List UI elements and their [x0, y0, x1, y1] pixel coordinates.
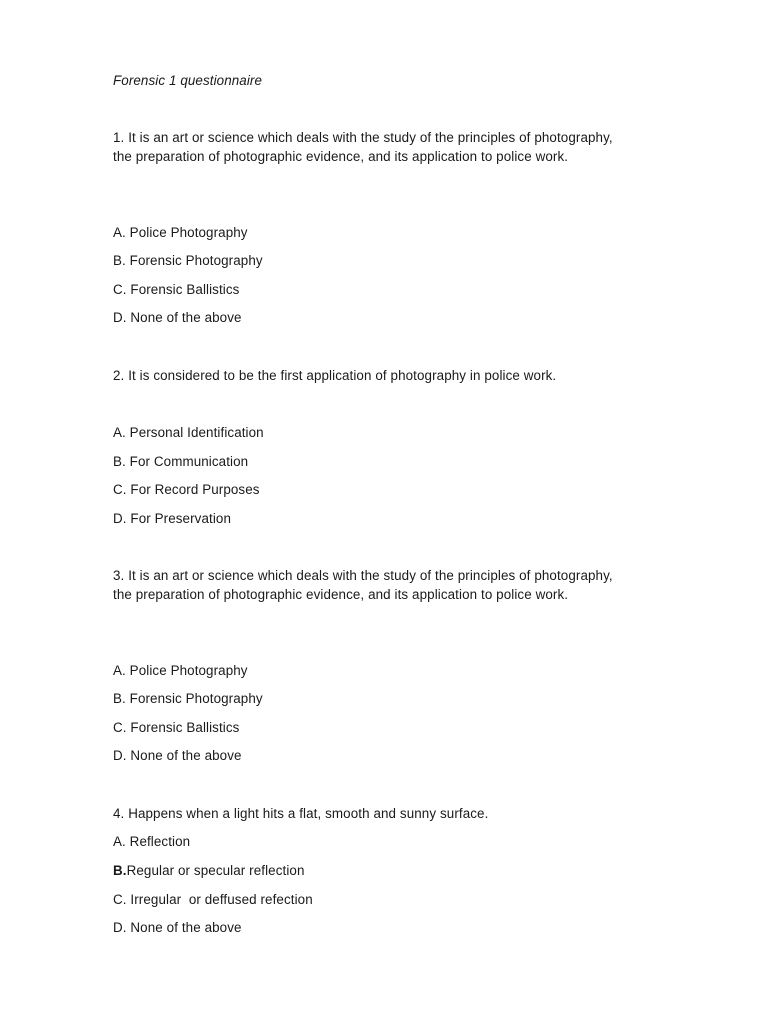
question-1-option-b: B. Forensic Photography	[113, 253, 263, 268]
question-4-option-d: D. None of the above	[113, 920, 242, 935]
question-2-text: 2. It is considered to be the first application of photography in police work.	[113, 368, 557, 383]
question-4-option-b-label: Regular or specular reflection	[126, 863, 305, 878]
question-4-option-a: A. Reflection	[113, 834, 191, 849]
question-3-option-a: A. Police Photography	[113, 663, 248, 678]
question-3-option-c: C. Forensic Ballistics	[113, 720, 240, 735]
question-3-option-d: D. None of the above	[113, 748, 242, 763]
question-3-option-b: B. Forensic Photography	[113, 691, 263, 706]
question-1-option-d: D. None of the above	[113, 310, 242, 325]
question-2-option-b: B. For Communication	[113, 454, 249, 469]
question-1-option-a: A. Police Photography	[113, 225, 248, 240]
question-4-text: 4. Happens when a light hits a flat, smooth and sunny surface.	[113, 806, 489, 821]
question-4-option-b-letter: B.	[113, 863, 127, 878]
question-1-option-c: C. Forensic Ballistics	[113, 282, 240, 297]
document-title: Forensic 1 questionnaire	[113, 73, 263, 88]
question-2-option-d: D. For Preservation	[113, 511, 231, 526]
question-3-text: 3. It is an art or science which deals with the study of the principles of photography, the preparation of photographic evidence, and its application to police work.	[113, 568, 613, 602]
question-4-option-c: C. Irregular or deffused refection	[113, 892, 313, 907]
question-4-option-b	[113, 862, 643, 881]
question-2-option-a: A. Personal Identification	[113, 425, 264, 440]
question-2-option-c: C. For Record Purposes	[113, 482, 260, 497]
question-1-text: 1. It is an art or science which deals with the study of the principles of photography, the preparation of photographic evidence, and its application to police work.	[113, 130, 613, 164]
